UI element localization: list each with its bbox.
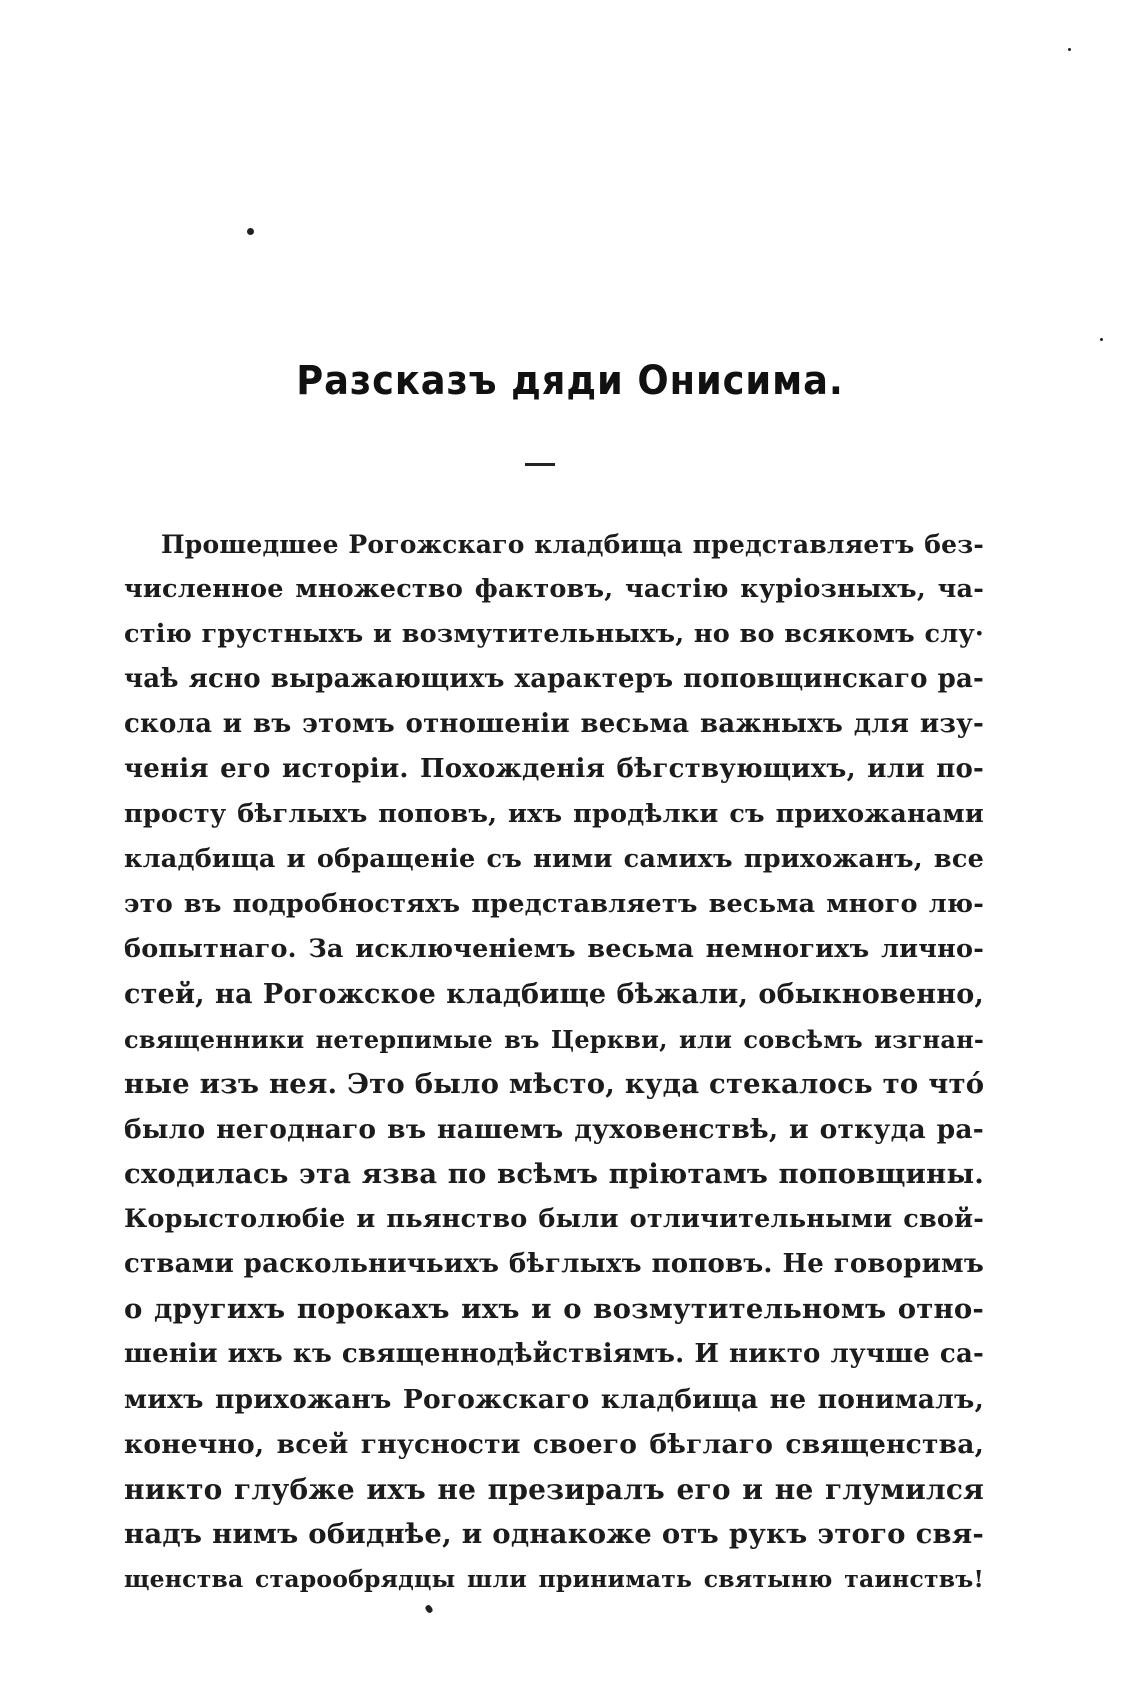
text-line: чаѣ ясно выражающихъ характеръ поповщинскаго ра- (124, 664, 984, 694)
text-line: было негоднаго въ нашемъ духовенствѣ, и откуда ра- (124, 1114, 984, 1145)
text-line: Прошедшее Рогожскаго кладбища представляетъ без- (161, 530, 984, 559)
ink-speck (1100, 338, 1103, 341)
text-line: сходилась эта язва по всѣмъ пріютамъ поповщины. (124, 1158, 984, 1190)
ink-speck (424, 1604, 434, 1614)
ink-speck (1068, 48, 1071, 51)
text-line: о другихъ порокахъ ихъ и о возмутительномъ отно- (124, 1293, 984, 1325)
text-line: кладбища и обращеніе съ ними самихъ прихожанъ, все (124, 844, 984, 874)
ink-speck (247, 228, 254, 235)
text-line: численное множество фактовъ, частію куріозныхъ, ча- (124, 574, 984, 604)
text-line: это въ подробностяхъ представляетъ весьма много лю- (124, 889, 984, 919)
text-line: михъ прихожанъ Рогожскаго кладбища не понималъ, (124, 1384, 984, 1415)
text-line: бопытнаго. За исключеніемъ весьма немногихъ лично- (124, 934, 984, 964)
text-line: конечно, всей гнусности своего бѣглаго священства, (124, 1429, 984, 1460)
chapter-title: Разсказъ дяди Онисима. (296, 358, 844, 404)
text-line: священники нетерпимые въ Церкви, или совсѣмъ изгнан- (124, 1025, 984, 1054)
text-line: скола и въ этомъ отношеніи весьма важныхъ для изу- (124, 709, 984, 739)
text-line: ствами раскольничьихъ бѣглыхъ поповъ. Не говоримъ (124, 1249, 984, 1279)
text-line: щенства старообрядцы шли принимать святыню таинствъ! (124, 1565, 984, 1593)
text-line: Корыстолюбіе и пьянство были отличительными свой- (124, 1204, 984, 1234)
text-line: просту бѣглыхъ поповъ, ихъ продѣлки съ прихожанами (124, 799, 984, 829)
title-divider (525, 463, 555, 466)
text-line: стей, на Рогожское кладбище бѣжали, обыкновенно, (124, 979, 984, 1010)
text-line: ченія его исторіи. Похожденія бѣгствующихъ, или по- (124, 754, 984, 784)
body-paragraph (124, 522, 984, 1602)
text-line: ные изъ нея. Это было мѣсто, куда стекалось то что́ (124, 1068, 985, 1100)
text-line: стію грустныхъ и возмутительныхъ, но во всякомъ слу· (124, 619, 984, 649)
text-line: шеніи ихъ къ священнодѣйствіямъ. И никто лучше са- (124, 1339, 984, 1369)
text-line: никто глубже ихъ не презиралъ его и не глумился (124, 1473, 984, 1506)
text-line: надъ нимъ обиднѣе, и однакоже отъ рукъ этого свя- (124, 1518, 984, 1550)
